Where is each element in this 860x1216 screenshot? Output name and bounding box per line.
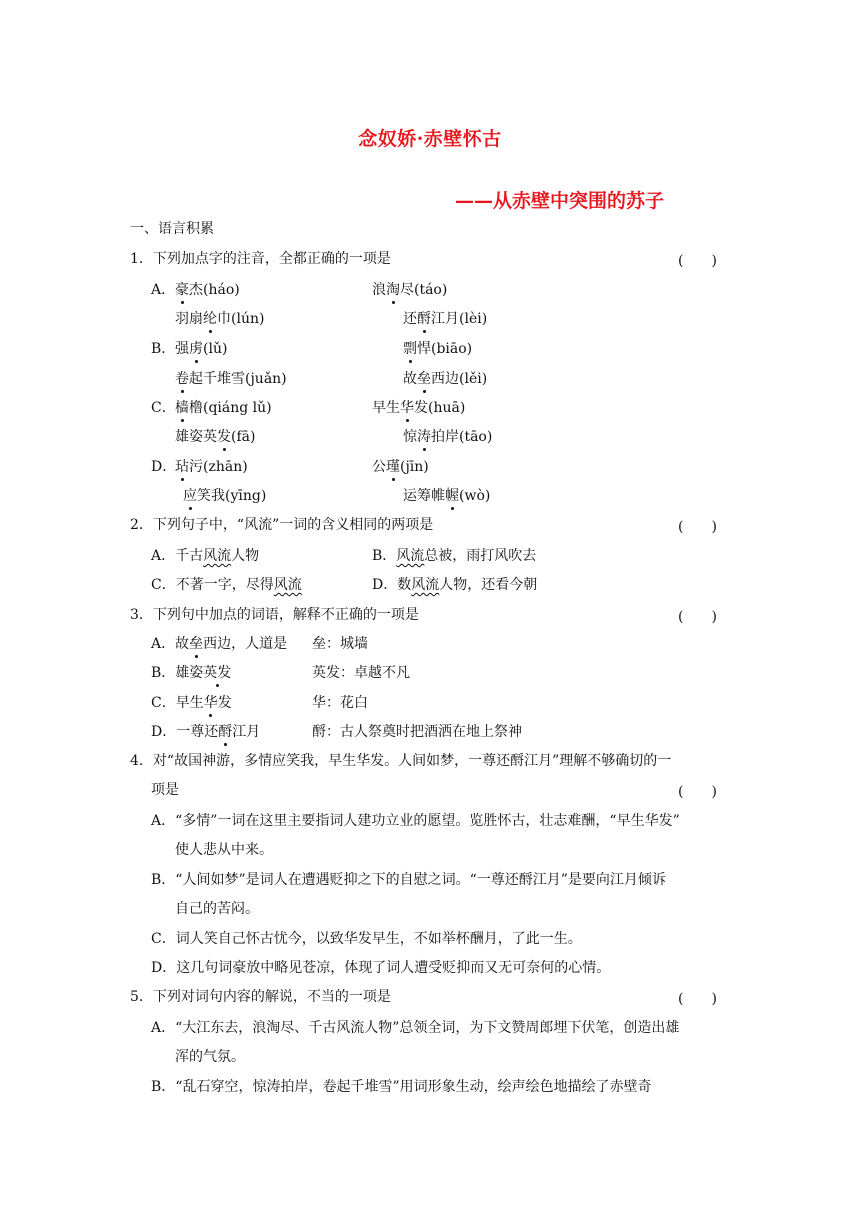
dotted-char: 淘 (386, 282, 400, 298)
q3-stem: 3．下列句中加点的词语，解释不正确的一项是 (130, 607, 419, 623)
q1-option-d-label: D． (151, 459, 177, 475)
q1-option-b-label: B． (151, 341, 176, 357)
q1-d2: 公瑾(jīn) (372, 459, 429, 475)
dotted-char: 华 (203, 695, 218, 711)
q4-option-c: C．词人笑自己怀古忧今，以致华发早生，不如举杯酬月，了此一生。 (151, 931, 582, 947)
q3-option-a: A．故垒西边，人道是 (151, 636, 288, 652)
wavy-underline: 风流 (411, 577, 440, 593)
dotted-char: 樯 (175, 400, 189, 416)
dotted-char: 酹 (218, 724, 233, 740)
q2-option-b: B．风流总被，雨打风吹去 (372, 548, 537, 564)
q4-option-d: D．这几句词豪放中略见苍凉，体现了词人遭受贬抑而又无可奈何的心情。 (151, 960, 611, 976)
q1-c2: 早生华发(huā) (372, 400, 466, 416)
q5-stem: 5．下列对词句内容的解说，不当的一项是 (130, 989, 391, 1005)
dotted-char: 涛 (417, 429, 431, 445)
q1-a1: 豪杰(háo) (175, 282, 240, 298)
dotted-char: 英发 (203, 665, 232, 681)
dotted-char: 酹 (417, 311, 431, 327)
q4-answer-paren: ( ) (678, 784, 717, 800)
dotted-char: 华 (400, 400, 414, 416)
q1-a4: 还酹江月(lèi) (403, 311, 488, 327)
q1-b1: 强虏(lǔ) (175, 341, 228, 357)
q1-c3: 雄姿英发(fā) (175, 429, 256, 445)
q4-stem-line1: 4．对“故国神游，多情应笑我，早生华发。人间如梦，一尊还酹江月”理解不够确切的一 (130, 753, 672, 769)
dotted-char: 应 (183, 488, 197, 504)
q3-option-c-explanation: 华：花白 (312, 695, 368, 711)
wavy-underline: 风流 (203, 548, 232, 564)
q4-option-b-line2: 自己的苦闷。 (175, 901, 259, 917)
dotted-char: 垒 (189, 636, 204, 652)
dotted-char: 剽 (403, 341, 417, 357)
q5-option-a-line2: 浑的气氛。 (175, 1049, 245, 1065)
q2-stem: 2．下列句子中，“风流”一词的含义相同的两项是 (130, 517, 434, 533)
q2-option-d: D．数风流人物，还看今朝 (372, 577, 538, 593)
dotted-char: 发 (217, 429, 231, 445)
q3-option-d: D．一尊还酹江月 (151, 724, 261, 740)
q1-a3: 羽扇纶巾(lún) (175, 311, 265, 327)
q2-option-c: C．不著一字，尽得风流 (151, 577, 302, 593)
q1-c1: 樯橹(qiáng lǔ) (175, 400, 272, 416)
q3-option-b: B．雄姿英发 (151, 665, 232, 681)
q1-answer-paren: ( ) (678, 253, 717, 269)
dotted-char: 虏 (189, 341, 203, 357)
q1-stem: 1．下列加点字的注音，全都正确的一项是 (130, 251, 391, 267)
q3-option-a-explanation: 垒：城墙 (312, 636, 368, 652)
dotted-char: 玷 (175, 459, 189, 475)
q2-answer-paren: ( ) (678, 519, 717, 535)
dotted-char: 幄 (445, 488, 459, 504)
q1-a2: 浪淘尽(táo) (372, 282, 448, 298)
q3-option-d-explanation: 酹：古人祭奠时把酒洒在地上祭神 (312, 724, 522, 740)
dotted-char: 卷 (175, 371, 189, 387)
q1-b2: 剽悍(biāo) (403, 341, 473, 357)
q5-option-b-line1: B．“乱石穿空，惊涛拍岸，卷起千堆雪”用词形象生动，绘声绘色地描绘了赤壁奇 (151, 1079, 652, 1095)
q1-b3: 卷起千堆雪(juǎn) (175, 371, 287, 387)
q5-option-a-line1: A．“大江东去，浪淘尽、千古风流人物”总领全词，为下文赞周郎埋下伏笔，创造出雄 (151, 1020, 680, 1036)
dotted-char: 豪 (175, 282, 189, 298)
page-subtitle: ——从赤壁中突围的苏子 (454, 190, 664, 212)
q3-option-b-explanation: 英发：卓越不凡 (312, 665, 410, 681)
q4-stem-line2: 项是 (151, 782, 179, 798)
q1-d3: 应笑我(yīng) (183, 488, 267, 504)
q1-b4: 故垒西边(lěi) (403, 371, 488, 387)
page-title: 念奴娇·赤壁怀古 (358, 128, 502, 150)
dotted-char: 纶 (203, 311, 217, 327)
q3-option-c: C．早生华发 (151, 695, 232, 711)
wavy-underline: 风流 (396, 548, 425, 564)
q1-d4: 运筹帷幄(wò) (403, 488, 491, 504)
section-heading: 一、语言积累 (130, 221, 214, 237)
q4-option-b-line1: B．“人间如梦”是词人在遭遇贬抑之下的自慰之词。“一尊还酹江月”是要向江月倾诉 (151, 872, 666, 888)
q1-c4: 惊涛拍岸(tāo) (403, 429, 493, 445)
q1-d1: 玷污(zhān) (175, 459, 248, 475)
q5-answer-paren: ( ) (678, 991, 717, 1007)
q1-option-c-label: C． (151, 400, 176, 416)
q4-option-a-line1: A．“多情”一词在这里主要指词人建功立业的愿望。览胜怀古，壮志难酬，“早生华发” (151, 813, 680, 829)
q2-option-a: A．千古风流人物 (151, 548, 260, 564)
q3-answer-paren: ( ) (678, 609, 717, 625)
wavy-underline: 风流 (273, 577, 302, 593)
dotted-char: 瑾 (386, 459, 400, 475)
q4-option-a-line2: 使人悲从中来。 (175, 842, 273, 858)
q1-option-a-label: A． (151, 282, 176, 298)
dotted-char: 垒 (417, 371, 431, 387)
